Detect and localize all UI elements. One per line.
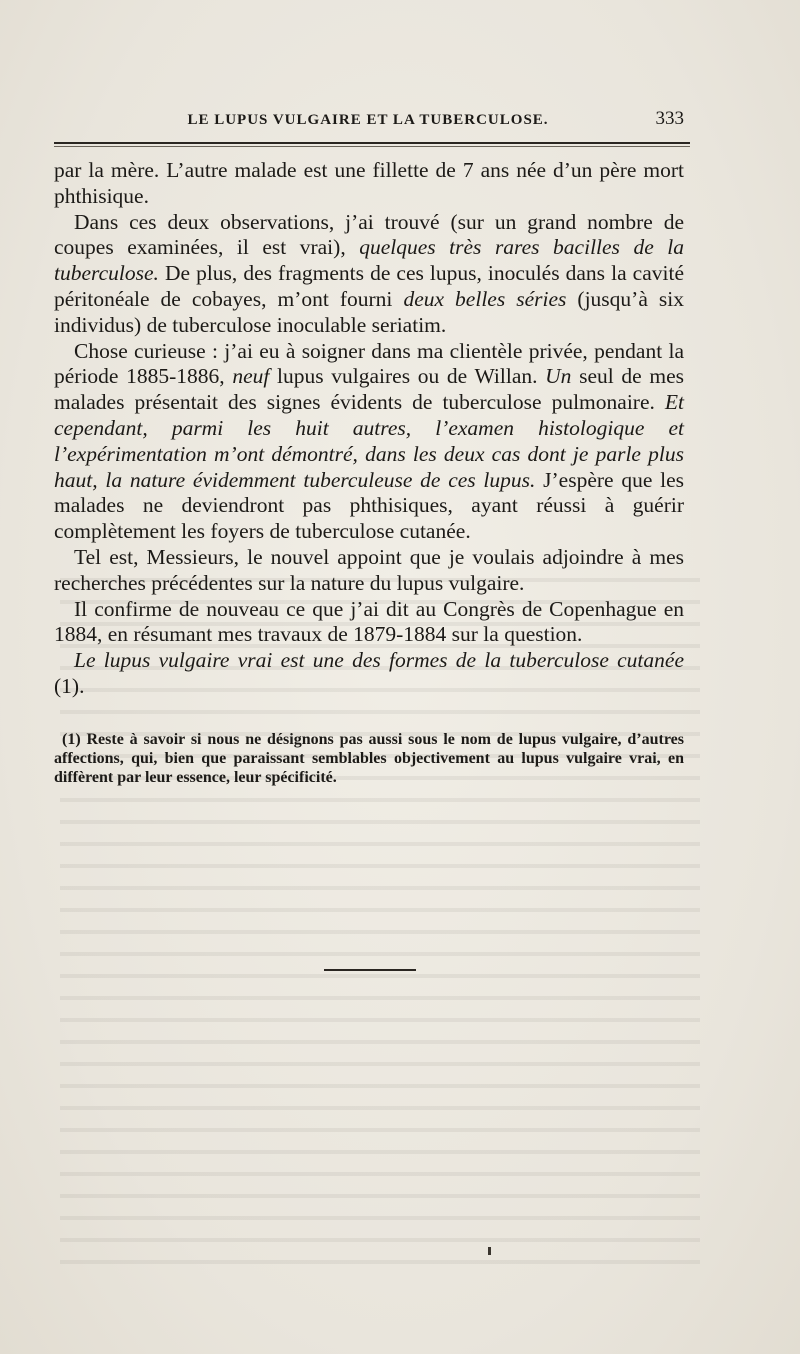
text-span: De plus, des fragments de ces lupus, inoculés dans la cavité péritonéale de cobayes, m’ont fourni <box>54 261 684 311</box>
paragraph <box>54 597 684 649</box>
paragraph <box>54 648 684 700</box>
body-text <box>54 158 684 700</box>
text-span: (jusqu’à six individus) de tuberculose inoculable seriatim. <box>54 286 684 337</box>
print-speck <box>488 1247 491 1255</box>
text-span: Chose curieuse : j’ai eu à soigner dans ma clientèle privée, pendant la période 1885-1886, <box>54 338 684 389</box>
page-header <box>52 108 684 136</box>
header-rule <box>54 142 690 147</box>
text-span: par la mère. L’autre malade est une fillette de 7 ans née d’un père mort phthisique. <box>54 158 684 208</box>
end-rule <box>324 969 416 971</box>
text-span: lupus vulgaires ou de Willan. <box>269 364 546 389</box>
italic-text: Et cependant, parmi les huit autres, l’examen histologique et l’expérimentation m’ont démontré, dans les deux cas dont je parle plus haut, la nature évidemment tuberculeuse de ces lupus. <box>54 390 684 492</box>
text-span: Tel est, Messieurs, le nouvel appoint que je voulais adjoindre à mes recherches précédentes sur la nature du lupus vulgaire. <box>54 544 684 595</box>
footnote <box>54 730 684 787</box>
running-title: LE LUPUS VULGAIRE ET LA TUBERCULOSE. <box>187 112 549 128</box>
paragraph <box>54 545 684 597</box>
text-span: seul de mes malades présentait des signes évidents de tuberculose pulmonaire. <box>54 364 684 415</box>
italic-text: neuf <box>232 364 270 389</box>
paragraph <box>54 339 684 545</box>
italic-text: Un <box>545 364 572 389</box>
italic-text: quelques très rares bacilles de la tuberculose. <box>54 235 684 286</box>
italic-text: deux belles séries <box>403 286 567 311</box>
text-span: J’espère que les malades ne deviendront pas phthisiques, ayant réussi à guérir complètement les foyers de tuberculose cutanée. <box>54 467 684 544</box>
footnote-text: (1) Reste à savoir si nous ne désignons pas aussi sous le nom de lupus vulgaire, d’autres affections, qui, bien que paraissant semblables objectivement au lupus vulgaire vrai, en diffèrent par leur essence, leur spécificité. <box>54 731 684 786</box>
page-number: 333 <box>655 108 684 129</box>
text-span: (1). <box>54 673 85 698</box>
paragraph <box>54 158 684 210</box>
text-span: Dans ces deux observations, j’ai trouvé (sur un grand nombre de coupes examinées, il est vrai), <box>54 209 684 260</box>
italic-text: Le lupus vulgaire vrai est une des formes de la tuberculose cutanée <box>74 648 684 673</box>
text-span: Il confirme de nouveau ce que j’ai dit au Congrès de Copenhague en 1884, en résumant mes travaux de 1879-1884 sur la question. <box>54 596 684 647</box>
paragraph <box>54 210 684 339</box>
